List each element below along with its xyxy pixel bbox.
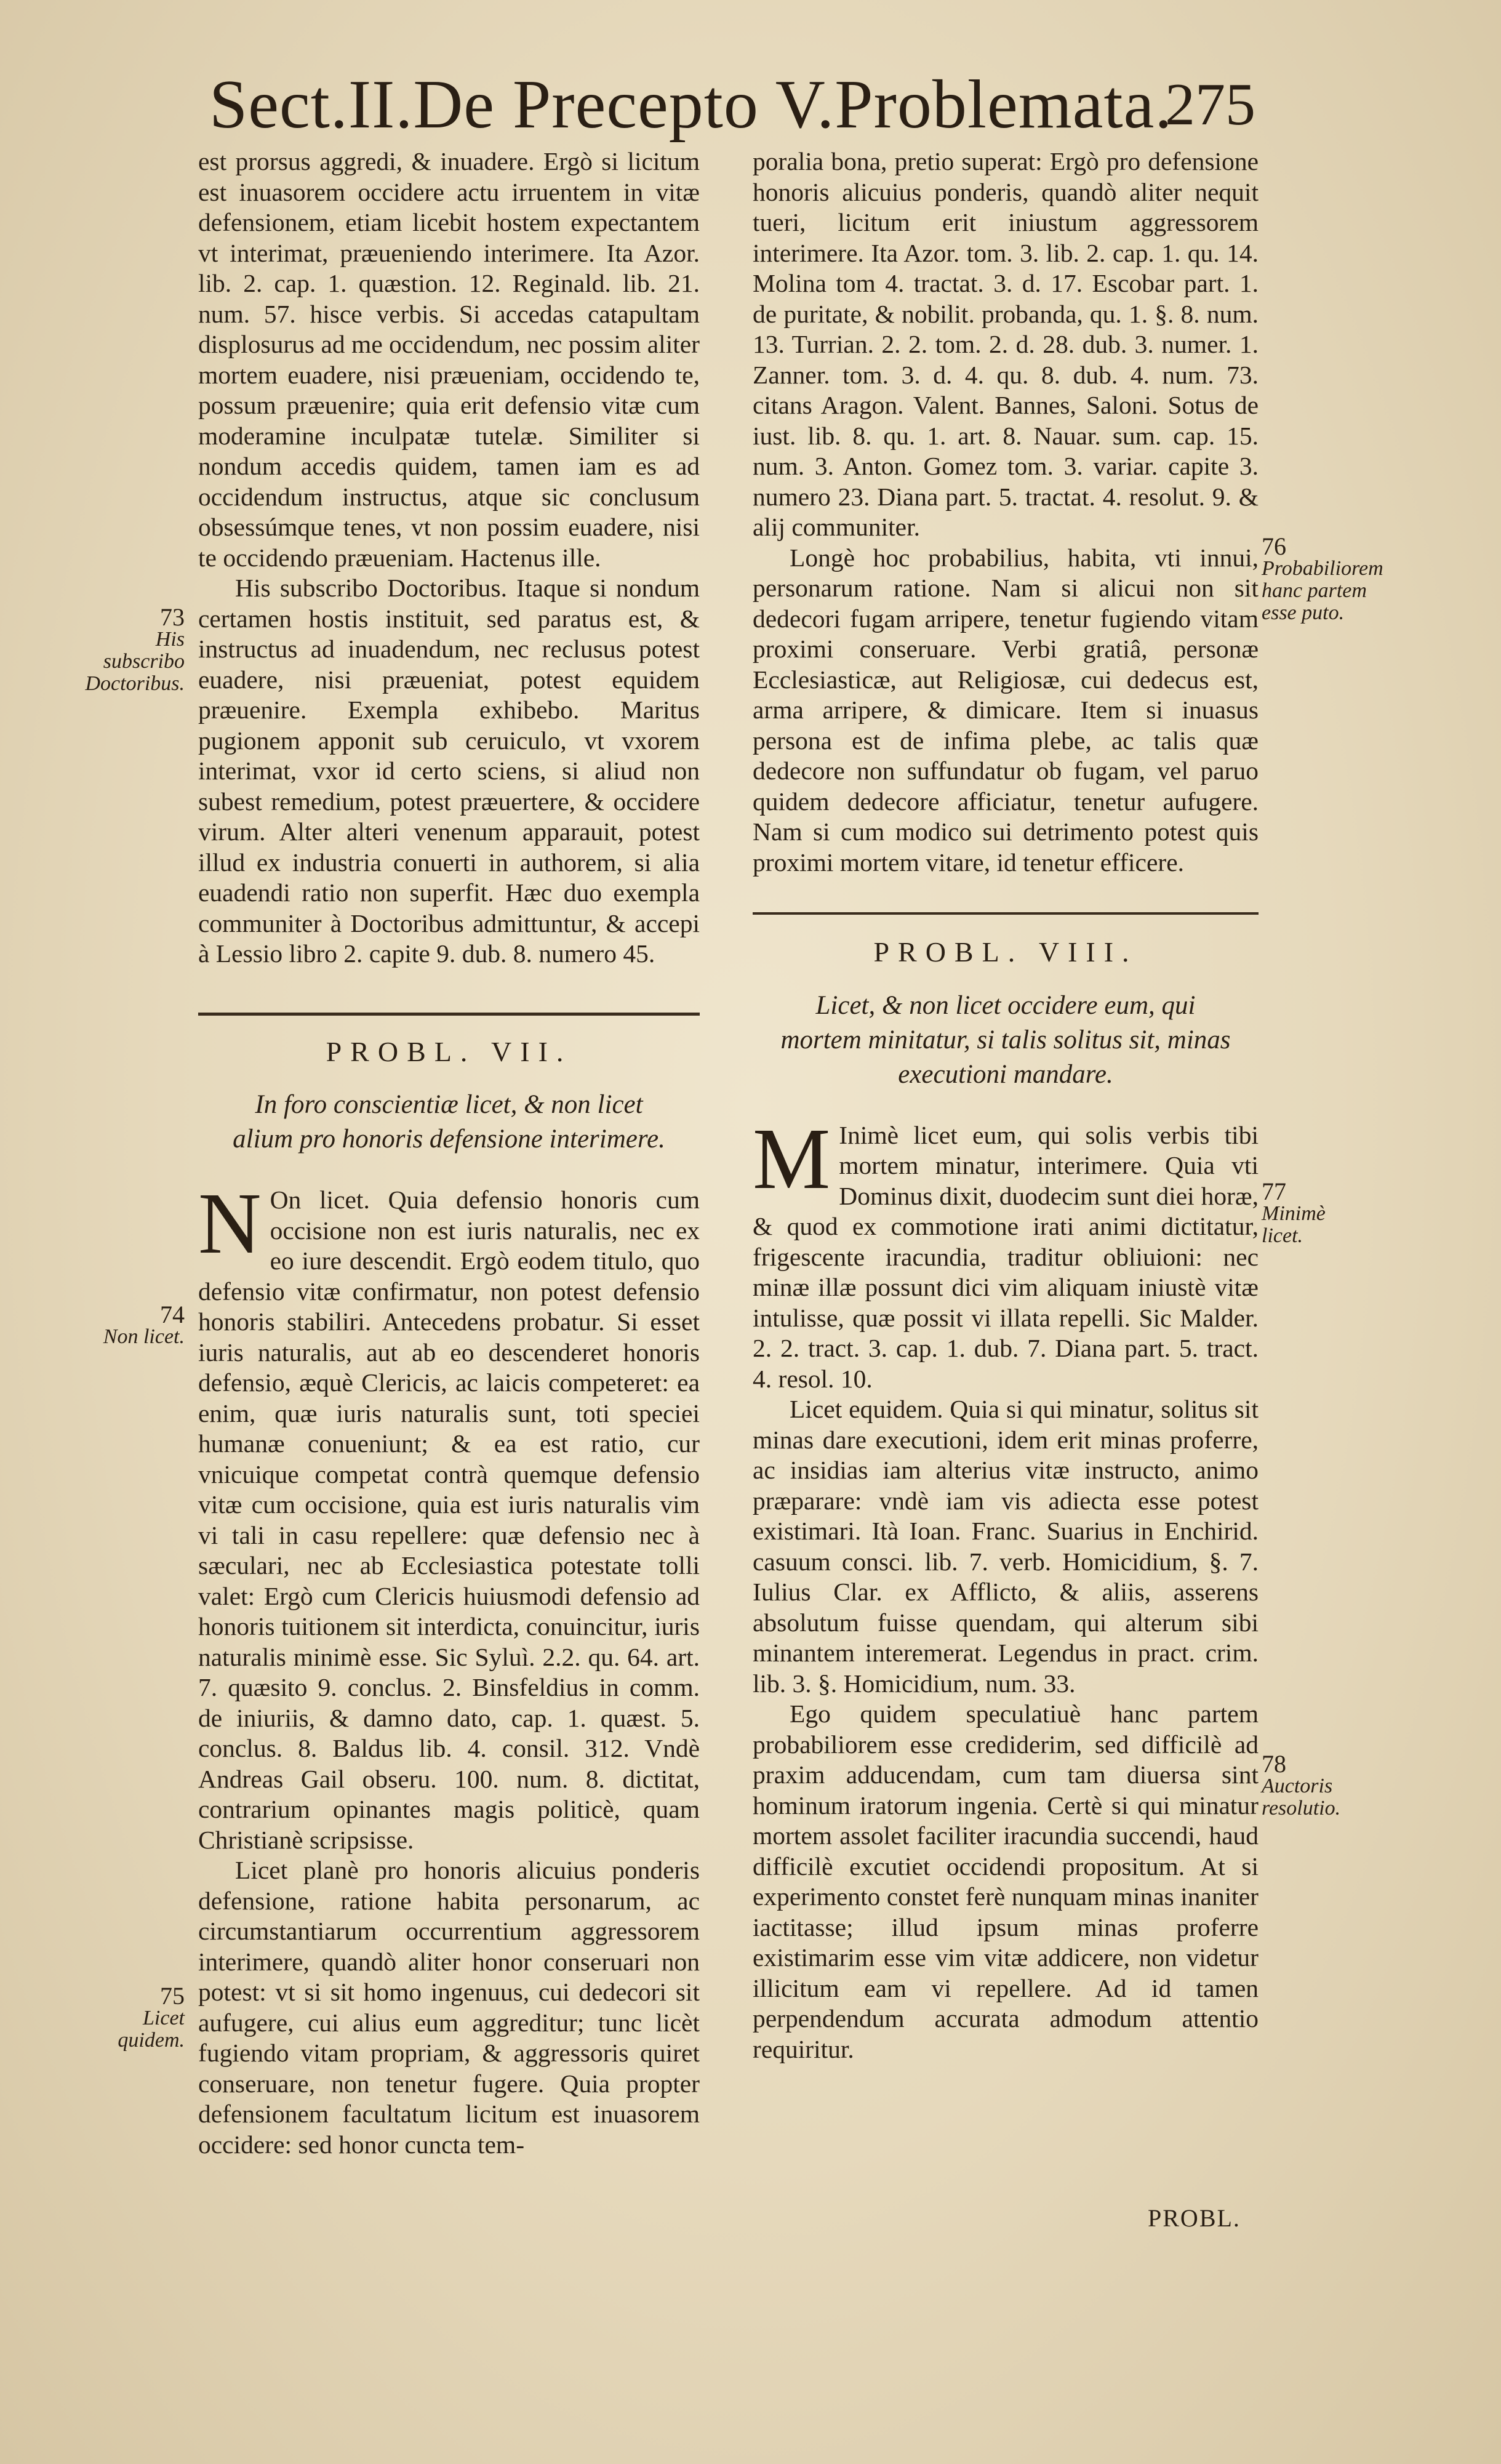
margin-number: 76 xyxy=(1262,532,1286,560)
drop-cap: M xyxy=(753,1109,831,1207)
margin-note-74 xyxy=(74,1301,185,1348)
section-rule xyxy=(753,912,1259,915)
margin-text: Minimè licet. xyxy=(1262,1202,1326,1247)
paragraph: Licet equidem. Quia si qui minatur, solitus sit minas dare executioni, idem erit minas proferre, ac insidias iam alterius vitæ instructo, animo præparare: vndè iam vis adiecta esse potest existimari. Ità Ioan. Franc. Suarius in Enchirid. casuum consci. lib. 7. verb. Homicidium, §. 7. Iulius Clar. ex Afflicto, & aliis, asserens absolutum fuisse quendam, qui alterum sibi minantem interemerat. Legendus in pract. crim. lib. 3. §. Homicidium, num. 33. xyxy=(753,1395,1259,1698)
margin-note-77 xyxy=(1262,1178,1369,1247)
header-title: Sect.II.De Precepto V.Problemata. xyxy=(209,66,1173,143)
problem-subheading: Licet, & non licet occidere eum, qui mortem minitatur, si talis solitus sit, minas executioni mandare. xyxy=(780,990,1231,1089)
margin-text: Licet quidem. xyxy=(118,2007,185,2052)
paragraph: est prorsus aggredi, & inuadere. Ergò si licitum est inuasorem occidere actu irruentem in vitæ defensionem, etiam licebit hostem expectantem vt interimat, præueniendo interimere. Ita Azor. lib. 2. cap. 1. quæstion. 12. Reginald. lib. 21. num. 57. hisce verbis. Si accedas catapultam displosurus ad me occidendum, nec possim aliter mortem euadere, nisi præueniam, occidendo te, possum præuenire; quia erit defensio vitæ cum moderamine inculpatæ tutelæ. Similiter si nondum accedis quidem, tamen iam es ad occidendum instructus, atque sic conclusum obsessúmque tenes, vt non possim euadere, nisi te occidendo præueniam. Hactenus ille. xyxy=(198,147,700,572)
page-number: 275 xyxy=(1165,71,1255,138)
paragraph: His subscribo Doctoribus. Itaque si nondum certamen hostis instituit, sed paratus est, & instructus ad inuadendum, nec reclusus potest euadere, nisi præueniat, potest equidem præuenire. Exempla exhibebo. Maritus pugionem apponit sub ceruiculo, vt vxorem interimat, vxor id certo sciens, si aliud non subest remedium, potest præuertere, & occidere virum. Alter alteri venenum apparauit, potest illud ex industria conuerti in authorem, si alia euadendi ratio non superfit. Hæc duo exempla communiter à Doctoribus admittuntur, & accepi à Lessio libro 2. capite 9. dub. 8. numero 45. xyxy=(198,574,700,968)
paragraph: On licet. Quia defensio honoris cum occisione non est iuris naturalis, nec ex eo iure descendit. Ergò eodem titulo, quo defensio vitæ confirmatur, non potest defensio honoris stabiliri. Antecedens probatur. Si esset iuris naturalis, aut ab eo descenderet honoris defensio, æquè Clericis, ac laicis competeret: ea enim, quæ iuris naturalis sunt, toti speciei humanæ conueniunt; & ea est ratio, cur vnicuique competat contrà quemque defensio vitæ cum occisione, quia est iuris naturalis vim vi tali in casu repellere: quæ defensio nec à sæculari, nec ab Ecclesiastica potestate tolli valet: Ergò cum Clericis huiusmodi defensio ad honoris tuitionem sit interdicta, conuincitur, iuris naturalis minimè esse. Sic Syluì. 2.2. qu. 64. art. 7. quæsito 9. conclus. 2. Binsfeldius in comm. de iniuriis, & damno dato, cap. 1. quæst. 5. conclus. 8. Baldus lib. 4. consil. 312. Vndè Andreas Gail obseru. 100. num. 8. dictitat, contrarium opinantes magis politicè, quam Christianè scripsisse. xyxy=(198,1186,700,1854)
margin-text: Auctoris resolutio. xyxy=(1262,1775,1341,1820)
problem-heading: PROBL. VIII. xyxy=(873,936,1138,968)
problem-subheading: In foro conscientiæ licet, & non licet alium pro honoris defensione interimere. xyxy=(233,1090,665,1154)
margin-note-75 xyxy=(74,1982,185,2052)
paragraph: Inimè licet eum, qui solis verbis tibi mortem minatur, interimere. Quia vti Dominus dixit, duodecim sunt diei horæ, & quod ex commotione irati animi dictitatur, frigescente iracundia, traditur obliuioni: nec minæ illæ possunt dici vim aliquam iniustè vitæ intulisse, quæ possit vi illata repelli. Sic Malder. 2. 2. tract. 3. cap. 1. dub. 7. Diana part. 5. tract. 4. resol. 10. xyxy=(753,1120,1259,1393)
margin-note-78 xyxy=(1262,1750,1369,1820)
margin-note-76 xyxy=(1262,532,1383,624)
margin-number: 73 xyxy=(160,603,185,631)
paragraph: Licet planè pro honoris alicuius ponderis defensione, ratione habita personarum, ac circumstantiarum occurrentium aggressorem interimere, quandò aliter honor conseruari non potest: vt si sit homo ingenuus, cui dedecori sit aufugere, cui alius eum aggreditur; tunc licèt fugiendo vitam propriam, & aggressoris quiret conseruare, non tenetur fugere. Quia propter defensionem facultatum licitum est inuasorem occidere: sed honor cuncta tem- xyxy=(198,1856,700,2159)
running-header xyxy=(209,58,1255,151)
problem-heading: PROBL. VII. xyxy=(326,1035,572,1067)
margin-number: 74 xyxy=(160,1301,185,1328)
left-column xyxy=(198,146,700,2160)
margin-number: 77 xyxy=(1262,1178,1286,1205)
catchword: PROBL. xyxy=(1148,2204,1241,2232)
margin-number: 78 xyxy=(1262,1750,1286,1778)
margin-number: 75 xyxy=(160,1982,185,2010)
paragraph: poralia bona, pretio superat: Ergò pro defensione honoris alicuius ponderis, quandò aliter nequit tueri, licitum erit iniustum aggressorem interimere. Ita Azor. tom. 3. lib. 2. cap. 1. qu. 14. Molina tom 4. tractat. 3. d. 17. Escobar part. 1. de puritate, & nobilit. probanda, qu. 1. §. 8. num. 13. Turrian. 2. 2. tom. 2. d. 28. dub. 3. numer. 1. Zanner. tom. 3. d. 4. qu. 8. dub. 4. num. 73. citans Aragon. Valent. Bannes, Saloni. Sotus de iust. lib. 8. qu. 1. art. 8. Nauar. sum. cap. 15. num. 3. Anton. Gomez tom. 3. variar. capite 3. numero 23. Diana part. 5. tractat. 4. resolut. 9. & alij communiter. xyxy=(753,147,1259,541)
section-rule xyxy=(198,1013,700,1016)
margin-note-73 xyxy=(74,603,185,695)
margin-text: Non licet. xyxy=(103,1325,185,1348)
drop-cap: N xyxy=(198,1174,262,1272)
margin-text: His subscribo Doctoribus. xyxy=(85,628,185,695)
right-column xyxy=(753,146,1259,2065)
margin-text: Probabiliorem hanc partem esse puto. xyxy=(1262,557,1383,624)
paragraph: Ego quidem speculatiuè hanc partem probabiliorem esse crediderim, sed difficilè ad praxim adducendam, cum tam diuersa sint hominum iratorum ingenia. Certè si qui minatur mortem assolet faciliter iracundia succendi, haud difficilè excutiet occidendi propositum. At si experimento constet ferè nunquam minas inaniter iactitasse; illud ipsum minas proferre existimarim esse vim vitæ addicere, non videtur illicitum eam vi repellere. Ad id tamen perpendendum accurata admodum attentio requiritur. xyxy=(753,1700,1259,2063)
paragraph: Longè hoc probabilius, habita, vti innui, personarum ratione. Nam si alicui non sit dedecori fugam arripere, tenetur fugiendo vitam proximi conseruare. Verbi gratiâ, personæ Ecclesiasticæ, aut Religiosæ, cui dedecus est, arma arripere, & dimicare. Item si inuasus persona est de infima plebe, ac talis quæ dedecore non suffundatur ob fugam, vel paruo quidem dedecore afficiatur, tenetur aufugere. Nam si cum modico sui detrimento potest quis proximi mortem vitare, id tenetur efficere. xyxy=(753,543,1259,877)
